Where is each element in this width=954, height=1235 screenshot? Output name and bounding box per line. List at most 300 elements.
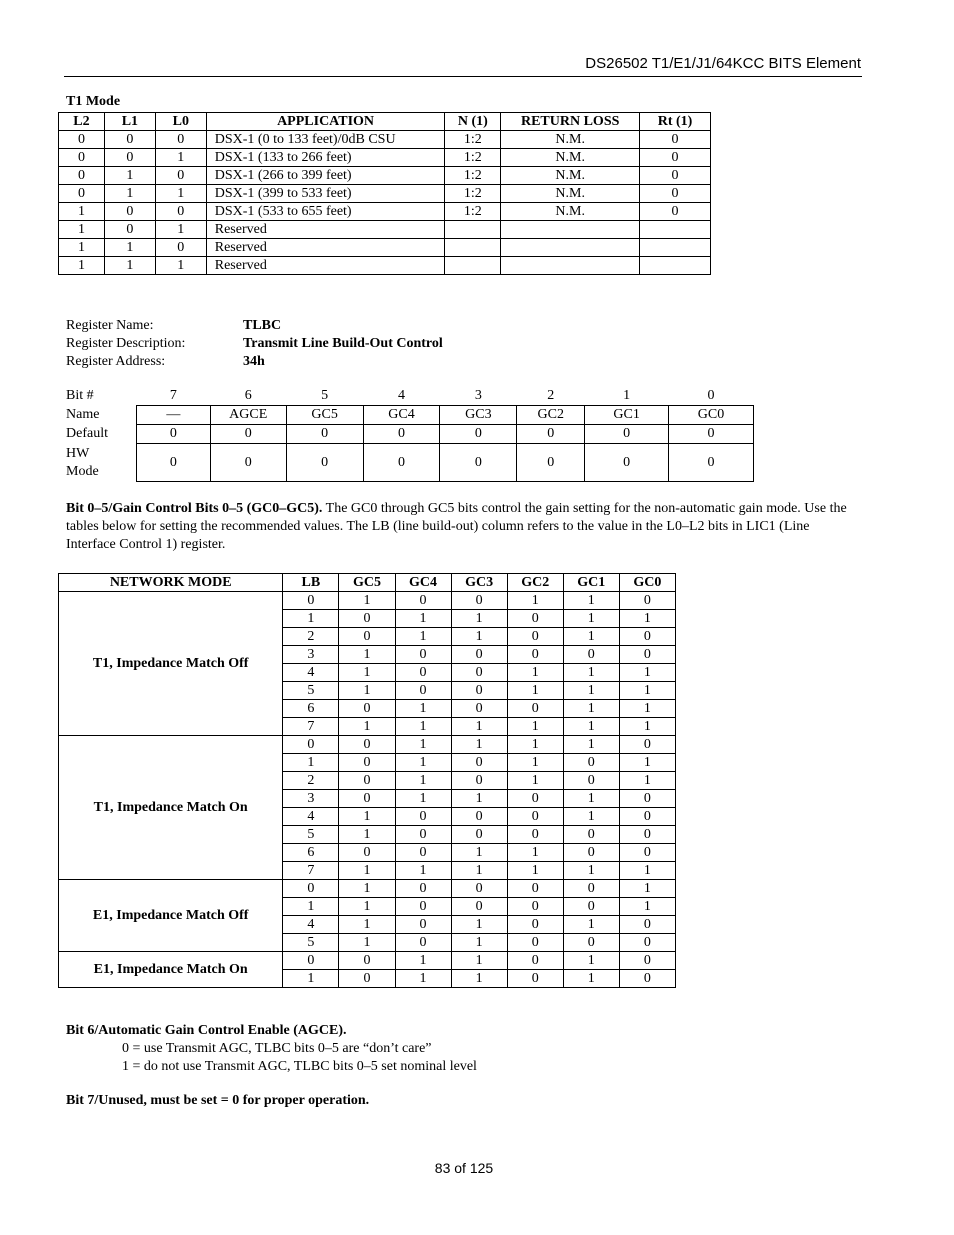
- t1-table-cell: DSX-1 (0 to 133 feet)/0dB CSU: [206, 131, 445, 149]
- t1-table-row: [59, 149, 711, 167]
- network-table-cell: 0: [451, 592, 507, 610]
- network-table-cell: 1: [339, 934, 395, 952]
- network-table-cell: 1: [619, 862, 675, 880]
- bit-name-row: [66, 406, 754, 425]
- network-table-cell: 1: [451, 844, 507, 862]
- gain-control-description: [66, 500, 856, 554]
- network-table-cell: 0: [451, 826, 507, 844]
- t1-table-row: [59, 257, 711, 275]
- t1-table-cell: 0: [155, 203, 206, 221]
- network-table-cell: 1: [619, 772, 675, 790]
- register-info: [66, 317, 443, 371]
- network-table-cell: 6: [283, 844, 339, 862]
- t1-table-cell: 0: [59, 131, 105, 149]
- network-table-cell: 1: [563, 916, 619, 934]
- network-table-cell: 0: [395, 808, 451, 826]
- network-table-cell: 0: [451, 754, 507, 772]
- network-table-cell: 0: [507, 916, 563, 934]
- t1-table-cell: 1: [59, 257, 105, 275]
- network-table-cell: 1: [283, 970, 339, 988]
- register-address-value: 34h: [243, 354, 265, 369]
- bit-hw-mode-cell: 0: [136, 444, 210, 482]
- network-table-cell: 1: [507, 592, 563, 610]
- network-table-cell: 0: [395, 916, 451, 934]
- gain-control-text: The GC0 through GC5 bits control the gain setting for the non-automatic gain mode. Use the tables below for setting the recommended values. The LB (line build-out) column refers to the value in the L0–L2 bits in LIC1 (Line Interface Control 1) register.: [66, 501, 847, 552]
- bit-name-cell: GC0: [669, 406, 754, 425]
- network-table-cell: 0: [451, 880, 507, 898]
- register-description-label: Register Description:: [66, 336, 186, 351]
- network-mode-header-row: [59, 574, 676, 592]
- network-table-cell: 1: [507, 772, 563, 790]
- t1-table-cell: 1: [155, 257, 206, 275]
- t1-table-cell: [445, 221, 501, 239]
- t1-table-cell: 1:2: [445, 167, 501, 185]
- network-table-cell: 0: [507, 808, 563, 826]
- network-table-cell: 0: [283, 952, 339, 970]
- network-table-cell: 1: [507, 664, 563, 682]
- network-table-row: [59, 880, 676, 898]
- register-name-value: TLBC: [243, 318, 282, 333]
- network-table-cell: 0: [619, 844, 675, 862]
- network-table-cell: 0: [507, 826, 563, 844]
- document-header-title: DS26502 T1/E1/J1/64KCC BITS Element: [585, 55, 861, 72]
- network-header-cell: LB: [283, 574, 339, 592]
- network-table-cell: 0: [619, 916, 675, 934]
- bit-hw-mode-cell: 0: [517, 444, 585, 482]
- bit-hw-mode-cell: 0: [363, 444, 440, 482]
- t1-table-cell: N.M.: [501, 167, 640, 185]
- network-table-cell: 0: [283, 880, 339, 898]
- t1-mode-caption: T1 Mode: [66, 94, 121, 109]
- network-table-cell: 1: [283, 754, 339, 772]
- t1-table-cell: 0: [640, 131, 711, 149]
- header-rule: [64, 76, 862, 77]
- t1-table-cell: 1: [155, 149, 206, 167]
- network-table-cell: 0: [507, 970, 563, 988]
- bit-name-cell: —: [136, 406, 210, 425]
- bit6-title: Bit 6/Automatic Gain Control Enable (AGCE).: [66, 1023, 347, 1038]
- network-header-cell: GC1: [563, 574, 619, 592]
- network-table-cell: 4: [283, 808, 339, 826]
- network-table-cell: 0: [507, 610, 563, 628]
- network-table-cell: 1: [563, 700, 619, 718]
- network-table-cell: 0: [451, 682, 507, 700]
- t1-table-cell: 1:2: [445, 131, 501, 149]
- network-table-cell: 1: [619, 898, 675, 916]
- t1-table-cell: 0: [104, 203, 155, 221]
- network-table-cell: 1: [339, 646, 395, 664]
- network-table-cell: 0: [619, 592, 675, 610]
- network-table-cell: 0: [507, 790, 563, 808]
- network-table-cell: 1: [563, 592, 619, 610]
- network-table-cell: 0: [507, 700, 563, 718]
- t1-table-cell: N.M.: [501, 149, 640, 167]
- network-table-cell: 1: [563, 862, 619, 880]
- bit-name-cell: GC1: [585, 406, 669, 425]
- network-table-cell: 3: [283, 790, 339, 808]
- bit-default-cell: 0: [440, 425, 517, 444]
- network-table-cell: 5: [283, 934, 339, 952]
- t1-table-cell: 1: [155, 185, 206, 203]
- t1-table-cell: [640, 257, 711, 275]
- t1-table-cell: 0: [640, 149, 711, 167]
- t1-table-row: [59, 221, 711, 239]
- bit7-description: Bit 7/Unused, must be set = 0 for proper operation.: [66, 1093, 370, 1108]
- t1-table-cell: DSX-1 (266 to 399 feet): [206, 167, 445, 185]
- register-description-value: Transmit Line Build-Out Control: [243, 336, 443, 351]
- network-table-cell: 1: [563, 952, 619, 970]
- t1-table-cell: 1: [59, 221, 105, 239]
- bit-default-cell: 0: [286, 425, 363, 444]
- network-table-cell: 1: [339, 880, 395, 898]
- network-table-cell: 1: [563, 736, 619, 754]
- t1-table-cell: [501, 239, 640, 257]
- t1-table-cell: 1: [104, 185, 155, 203]
- network-table-cell: 1: [395, 952, 451, 970]
- network-header-cell: GC0: [619, 574, 675, 592]
- network-table-cell: 0: [563, 880, 619, 898]
- network-header-cell: GC2: [507, 574, 563, 592]
- network-table-cell: 0: [619, 790, 675, 808]
- network-mode-group-label: E1, Impedance Match Off: [59, 880, 283, 952]
- network-table-cell: 0: [507, 952, 563, 970]
- bit6-description: [66, 1022, 477, 1076]
- t1-table-cell: [501, 221, 640, 239]
- t1-table-row: [59, 239, 711, 257]
- network-mode-table: [58, 573, 676, 988]
- network-table-cell: 2: [283, 772, 339, 790]
- bit-default-label: Default: [66, 426, 108, 441]
- t1-table-cell: 0: [640, 203, 711, 221]
- bit-name-cell: GC3: [440, 406, 517, 425]
- network-table-cell: 1: [619, 700, 675, 718]
- bit-number-cell: 1: [623, 388, 631, 403]
- network-table-cell: 6: [283, 700, 339, 718]
- network-table-cell: 0: [339, 844, 395, 862]
- network-table-cell: 1: [451, 628, 507, 646]
- network-table-cell: 0: [563, 844, 619, 862]
- bit6-option-1: 1 = do not use Transmit AGC, TLBC bits 0–5 set nominal level: [122, 1059, 477, 1074]
- network-table-cell: 0: [339, 790, 395, 808]
- network-table-cell: 0: [619, 970, 675, 988]
- network-table-cell: 0: [619, 628, 675, 646]
- t1-header-cell: APPLICATION: [206, 113, 445, 131]
- t1-table-cell: [445, 239, 501, 257]
- t1-table-cell: [640, 239, 711, 257]
- network-table-cell: 0: [339, 970, 395, 988]
- t1-table-cell: [445, 257, 501, 275]
- bit-number-cell: 3: [474, 388, 482, 403]
- bit-number-cell: 2: [547, 388, 555, 403]
- network-table-cell: 0: [395, 664, 451, 682]
- bit-hw-mode-label: [66, 444, 136, 482]
- network-table-cell: 1: [395, 718, 451, 736]
- network-table-cell: 1: [619, 754, 675, 772]
- network-header-cell: GC4: [395, 574, 451, 592]
- t1-table-row: [59, 167, 711, 185]
- bit-name-cell: GC4: [363, 406, 440, 425]
- network-table-cell: 1: [339, 808, 395, 826]
- network-table-cell: 1: [507, 718, 563, 736]
- network-table-cell: 0: [619, 736, 675, 754]
- network-table-cell: 1: [451, 610, 507, 628]
- network-table-cell: 1: [507, 754, 563, 772]
- bit-hw-mode-cell: 0: [440, 444, 517, 482]
- bit-number-label: Bit #: [66, 388, 94, 404]
- t1-table-cell: 1:2: [445, 149, 501, 167]
- t1-table-cell: N.M.: [501, 203, 640, 221]
- t1-table-cell: 0: [640, 185, 711, 203]
- network-table-cell: 1: [563, 790, 619, 808]
- network-table-cell: 1: [395, 610, 451, 628]
- network-table-cell: 1: [451, 718, 507, 736]
- page-number: 83 of 125: [434, 1160, 494, 1176]
- t1-table-cell: 1: [104, 167, 155, 185]
- network-table-cell: 1: [507, 736, 563, 754]
- network-header-cell: GC5: [339, 574, 395, 592]
- bit-name-cell: GC2: [517, 406, 585, 425]
- network-table-cell: 5: [283, 826, 339, 844]
- network-table-cell: 3: [283, 646, 339, 664]
- network-table-cell: 1: [395, 862, 451, 880]
- bit-number-cell: 6: [244, 388, 252, 403]
- network-table-cell: 2: [283, 628, 339, 646]
- t1-table-cell: 1: [155, 221, 206, 239]
- network-table-cell: 1: [451, 934, 507, 952]
- t1-table-cell: 1: [104, 239, 155, 257]
- network-header-cell: GC3: [451, 574, 507, 592]
- network-table-cell: 0: [395, 682, 451, 700]
- network-table-cell: 7: [283, 862, 339, 880]
- hw-label-line2: Mode: [66, 463, 99, 479]
- t1-mode-header-row: [59, 113, 711, 131]
- bit-name-label: Name: [66, 407, 100, 422]
- network-table-cell: 1: [563, 808, 619, 826]
- t1-table-cell: 0: [59, 185, 105, 203]
- network-table-cell: 0: [507, 646, 563, 664]
- t1-table-cell: 0: [59, 167, 105, 185]
- network-table-cell: 0: [339, 700, 395, 718]
- network-table-cell: 0: [563, 826, 619, 844]
- bit-hw-mode-cell: 0: [210, 444, 286, 482]
- network-table-cell: 0: [451, 808, 507, 826]
- network-table-cell: 1: [339, 718, 395, 736]
- network-table-cell: 0: [619, 952, 675, 970]
- network-table-cell: 1: [507, 844, 563, 862]
- network-table-cell: 0: [395, 898, 451, 916]
- network-table-cell: 0: [507, 898, 563, 916]
- network-header-cell: NETWORK MODE: [59, 574, 283, 592]
- network-table-cell: 0: [339, 952, 395, 970]
- network-table-row: [59, 592, 676, 610]
- network-table-cell: 1: [395, 628, 451, 646]
- bit-hw-mode-cell: 0: [286, 444, 363, 482]
- t1-table-row: [59, 203, 711, 221]
- network-table-cell: 1: [395, 736, 451, 754]
- network-table-cell: 0: [451, 700, 507, 718]
- t1-table-cell: 0: [155, 239, 206, 257]
- network-table-cell: 0: [619, 646, 675, 664]
- t1-table-cell: 0: [104, 131, 155, 149]
- network-table-cell: 0: [395, 646, 451, 664]
- network-table-cell: 4: [283, 916, 339, 934]
- t1-table-cell: [501, 257, 640, 275]
- network-table-cell: 0: [395, 880, 451, 898]
- t1-header-cell: L1: [104, 113, 155, 131]
- t1-table-row: [59, 185, 711, 203]
- network-table-cell: 1: [563, 682, 619, 700]
- network-table-cell: 0: [339, 736, 395, 754]
- network-table-cell: 5: [283, 682, 339, 700]
- network-table-cell: 1: [507, 862, 563, 880]
- bit-default-cell: 0: [669, 425, 754, 444]
- network-table-cell: 0: [395, 826, 451, 844]
- network-table-cell: 1: [451, 916, 507, 934]
- network-table-cell: 1: [563, 610, 619, 628]
- bit-number-cell: 0: [707, 388, 715, 403]
- network-table-cell: 0: [395, 844, 451, 862]
- bit6-option-0: 0 = use Transmit AGC, TLBC bits 0–5 are “don’t care”: [122, 1041, 432, 1056]
- network-table-cell: 1: [507, 682, 563, 700]
- t1-header-cell: N (1): [445, 113, 501, 131]
- network-table-cell: 0: [451, 898, 507, 916]
- network-table-cell: 0: [451, 646, 507, 664]
- network-table-cell: 1: [619, 664, 675, 682]
- t1-table-cell: N.M.: [501, 131, 640, 149]
- hw-label-line1: HW: [66, 445, 90, 461]
- network-table-cell: 1: [339, 898, 395, 916]
- network-table-cell: 1: [395, 970, 451, 988]
- bit-name-cell: GC5: [286, 406, 363, 425]
- network-table-cell: 1: [339, 682, 395, 700]
- t1-header-cell: Rt (1): [640, 113, 711, 131]
- t1-table-cell: Reserved: [206, 239, 445, 257]
- network-table-cell: 1: [619, 682, 675, 700]
- network-table-cell: 0: [283, 736, 339, 754]
- network-table-row: [59, 952, 676, 970]
- bit-number-cell: 7: [169, 388, 177, 403]
- t1-table-cell: Reserved: [206, 257, 445, 275]
- network-table-cell: 0: [339, 628, 395, 646]
- bit-number-cell: 4: [398, 388, 405, 403]
- network-table-cell: 1: [395, 772, 451, 790]
- network-table-cell: 1: [451, 790, 507, 808]
- network-table-cell: 1: [283, 610, 339, 628]
- network-table-cell: 1: [339, 916, 395, 934]
- network-table-cell: 0: [451, 772, 507, 790]
- t1-table-cell: 1: [59, 239, 105, 257]
- bit-default-cell: 0: [210, 425, 286, 444]
- network-table-cell: 1: [563, 718, 619, 736]
- network-table-cell: 0: [563, 754, 619, 772]
- t1-table-cell: 0: [104, 149, 155, 167]
- t1-table-cell: 0: [59, 149, 105, 167]
- t1-table-cell: DSX-1 (533 to 655 feet): [206, 203, 445, 221]
- network-table-cell: 0: [619, 826, 675, 844]
- t1-table-cell: Reserved: [206, 221, 445, 239]
- bit-default-row: [66, 425, 754, 444]
- network-table-cell: 1: [395, 790, 451, 808]
- gain-control-title: Bit 0–5/Gain Control Bits 0–5 (GC0–GC5).: [66, 501, 323, 516]
- bit-default-cell: 0: [517, 425, 585, 444]
- register-bits-table: [66, 387, 754, 482]
- t1-table-cell: [640, 221, 711, 239]
- t1-table-cell: 0: [155, 167, 206, 185]
- network-table-cell: 1: [451, 952, 507, 970]
- t1-table-cell: 0: [155, 131, 206, 149]
- network-table-cell: 1: [563, 628, 619, 646]
- network-table-cell: 0: [563, 646, 619, 664]
- network-table-cell: 4: [283, 664, 339, 682]
- bit-default-cell: 0: [136, 425, 210, 444]
- register-address-label: Register Address:: [66, 354, 166, 369]
- bit-number-cell: 5: [321, 388, 329, 403]
- bit-default-cell: 0: [585, 425, 669, 444]
- network-table-cell: 1: [339, 592, 395, 610]
- t1-table-cell: 0: [640, 167, 711, 185]
- t1-header-cell: RETURN LOSS: [501, 113, 640, 131]
- t1-table-cell: 0: [104, 221, 155, 239]
- network-table-cell: 0: [395, 592, 451, 610]
- t1-header-cell: L2: [59, 113, 105, 131]
- t1-mode-table: [58, 112, 711, 275]
- t1-table-cell: DSX-1 (399 to 533 feet): [206, 185, 445, 203]
- t1-table-cell: N.M.: [501, 185, 640, 203]
- network-table-cell: 0: [339, 772, 395, 790]
- network-mode-group-label: T1, Impedance Match On: [59, 736, 283, 880]
- network-table-cell: 1: [619, 880, 675, 898]
- t1-table-cell: 1:2: [445, 185, 501, 203]
- network-table-cell: 0: [283, 592, 339, 610]
- bit-name-cell: AGCE: [210, 406, 286, 425]
- network-table-cell: 1: [619, 718, 675, 736]
- network-table-cell: 0: [507, 880, 563, 898]
- network-table-cell: 1: [619, 610, 675, 628]
- network-table-cell: 0: [507, 934, 563, 952]
- t1-table-cell: 1:2: [445, 203, 501, 221]
- network-table-cell: 1: [563, 664, 619, 682]
- network-table-cell: 1: [283, 898, 339, 916]
- network-table-cell: 0: [507, 628, 563, 646]
- network-table-cell: 1: [339, 862, 395, 880]
- bit-hw-mode-cell: 0: [669, 444, 754, 482]
- network-table-row: [59, 736, 676, 754]
- network-table-cell: 0: [395, 934, 451, 952]
- network-table-cell: 0: [339, 754, 395, 772]
- t1-table-cell: 1: [59, 203, 105, 221]
- network-table-cell: 1: [451, 736, 507, 754]
- network-table-cell: 1: [563, 970, 619, 988]
- network-table-cell: 1: [395, 700, 451, 718]
- network-table-cell: 1: [451, 862, 507, 880]
- network-table-cell: 0: [339, 610, 395, 628]
- t1-header-cell: L0: [155, 113, 206, 131]
- t1-table-cell: DSX-1 (133 to 266 feet): [206, 149, 445, 167]
- network-table-cell: 7: [283, 718, 339, 736]
- t1-table-row: [59, 131, 711, 149]
- network-mode-group-label: T1, Impedance Match Off: [59, 592, 283, 736]
- network-table-cell: 1: [395, 754, 451, 772]
- register-name-label: Register Name:: [66, 318, 154, 333]
- bit-hw-mode-row: [66, 444, 754, 482]
- bit-number-row: [66, 387, 754, 406]
- bit-default-cell: 0: [363, 425, 440, 444]
- network-table-cell: 0: [563, 934, 619, 952]
- network-table-cell: 1: [339, 826, 395, 844]
- bit-hw-mode-cell: 0: [585, 444, 669, 482]
- network-table-cell: 0: [619, 808, 675, 826]
- network-table-cell: 1: [451, 970, 507, 988]
